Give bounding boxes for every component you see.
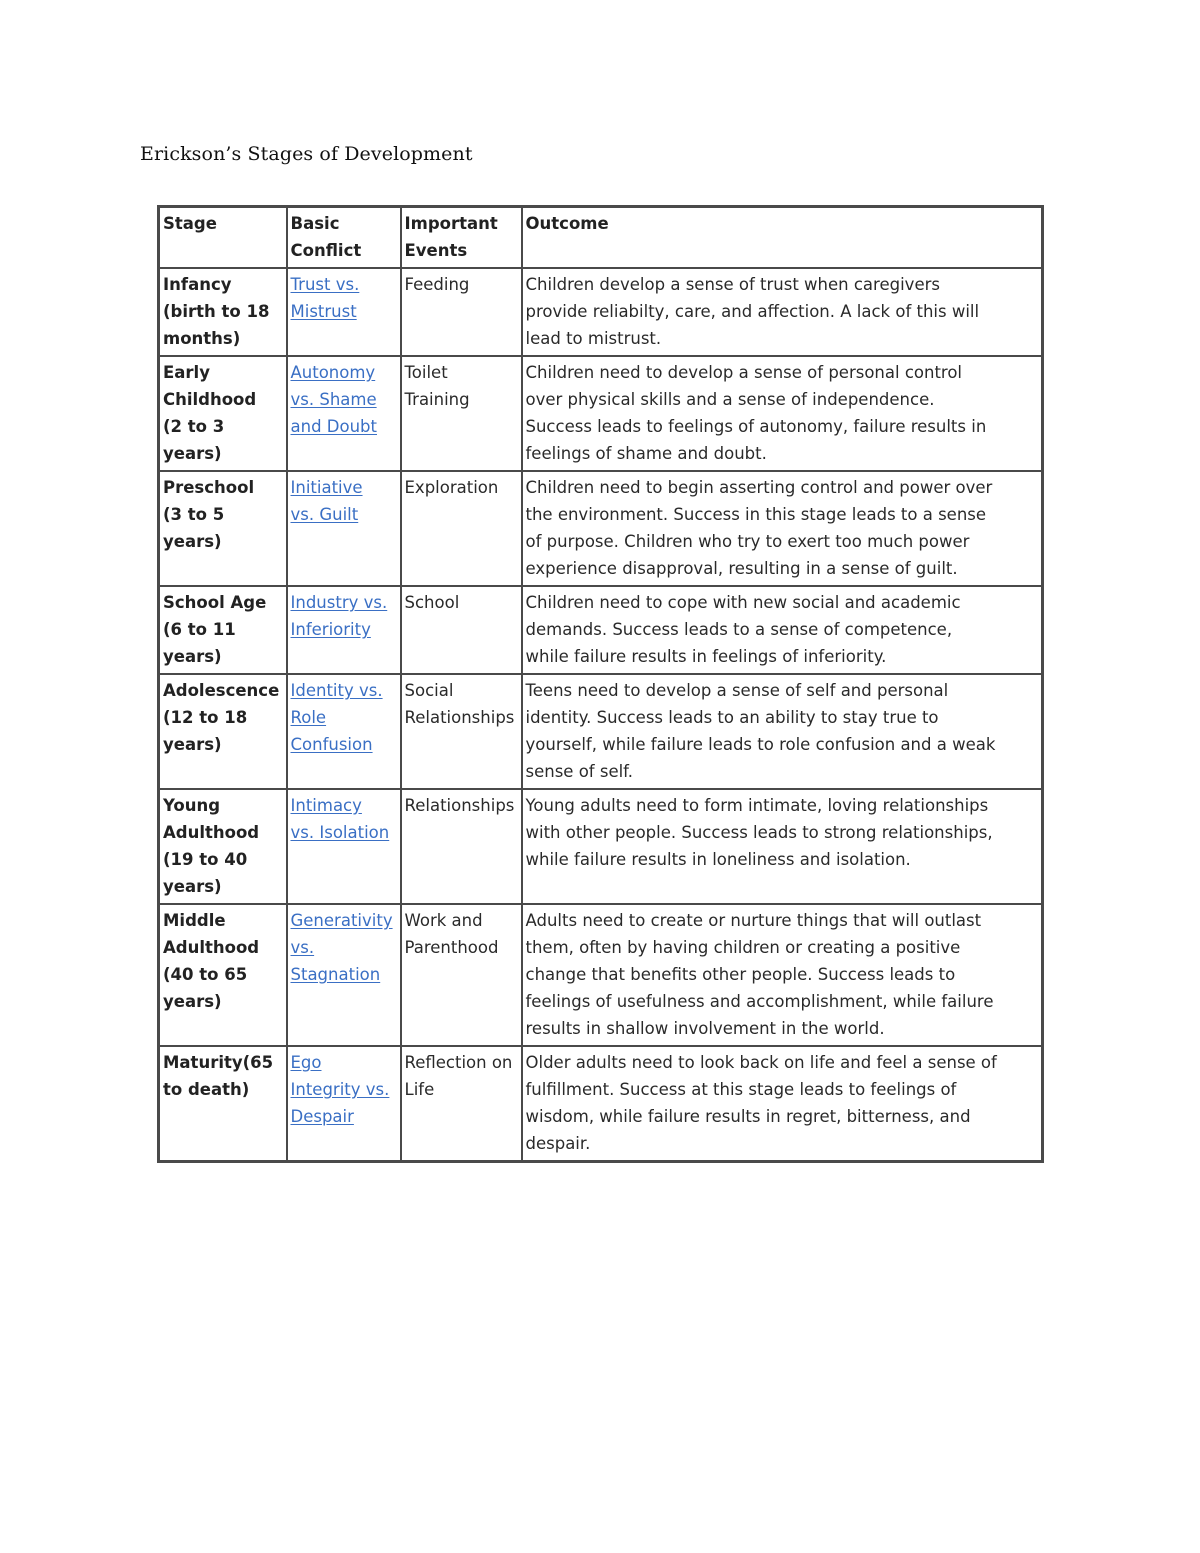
events-text: Reflection on	[404, 1053, 513, 1072]
outcome-text: yourself, while failure leads to role confusion and a weak	[525, 735, 996, 754]
conflict-link[interactable]: Despair	[290, 1107, 354, 1126]
outcome-text: of purpose. Children who try to exert too much power	[525, 532, 970, 551]
events-cell	[401, 471, 522, 586]
outcome-cell	[522, 356, 1043, 471]
outcome-text: identity. Success leads to an ability to stay true to	[525, 708, 939, 727]
conflict-link[interactable]: Trust vs.	[290, 275, 360, 294]
stage-cell	[159, 904, 287, 1046]
stage-text: Adulthood	[163, 938, 260, 957]
events-text: Life	[404, 1080, 435, 1099]
outcome-text: demands. Success leads to a sense of competence,	[525, 620, 953, 639]
events-text: Work and	[404, 911, 483, 930]
header-outcome: Outcome	[522, 207, 1043, 269]
conflict-cell	[287, 674, 401, 789]
stage-text: years)	[163, 532, 222, 551]
conflict-link[interactable]: Industry vs.	[290, 593, 388, 612]
outcome-text: provide reliabilty, care, and affection. A lack of this will	[525, 302, 980, 321]
outcome-text: Children need to begin asserting control and power over	[525, 478, 993, 497]
stage-cell	[159, 674, 287, 789]
events-cell	[401, 1046, 522, 1162]
outcome-text: while failure results in feelings of inferiority.	[525, 647, 887, 666]
stage-text: Infancy	[163, 275, 232, 294]
outcome-text: change that benefits other people. Success leads to	[525, 965, 956, 984]
stage-text: Young	[163, 796, 221, 815]
outcome-text: results in shallow involvement in the world.	[525, 1019, 885, 1038]
table-row	[159, 471, 1043, 586]
stage-text: months)	[163, 329, 241, 348]
conflict-link[interactable]: and Doubt	[290, 417, 377, 436]
outcome-cell	[522, 268, 1043, 356]
stage-cell	[159, 1046, 287, 1162]
outcome-cell	[522, 586, 1043, 674]
outcome-text: Older adults need to look back on life and feel a sense of	[525, 1053, 997, 1072]
events-text: Feeding	[404, 275, 470, 294]
outcome-text: Young adults need to form intimate, loving relationships	[525, 796, 989, 815]
table-row	[159, 674, 1043, 789]
stage-text: years)	[163, 877, 222, 896]
conflict-link[interactable]: Confusion	[290, 735, 373, 754]
table-row	[159, 356, 1043, 471]
header-important-events: Important Events	[401, 207, 522, 269]
stages-table	[157, 205, 1044, 1163]
outcome-cell	[522, 471, 1043, 586]
stage-text: (12 to 18	[163, 708, 248, 727]
conflict-cell	[287, 356, 401, 471]
conflict-link[interactable]: Stagnation	[290, 965, 381, 984]
outcome-cell	[522, 674, 1043, 789]
events-text: Relationships	[404, 708, 515, 727]
events-text: School	[404, 593, 460, 612]
stage-text: years)	[163, 735, 222, 754]
outcome-text: despair.	[525, 1134, 591, 1153]
stage-text: Childhood	[163, 390, 257, 409]
conflict-link[interactable]: Intimacy	[290, 796, 362, 815]
conflict-link[interactable]: Integrity vs.	[290, 1080, 390, 1099]
conflict-link[interactable]: Initiative	[290, 478, 363, 497]
stage-text: years)	[163, 647, 222, 666]
outcome-text: lead to mistrust.	[525, 329, 662, 348]
stage-text: Middle	[163, 911, 226, 930]
conflict-cell	[287, 789, 401, 904]
events-cell	[401, 789, 522, 904]
events-text: Toilet	[404, 363, 448, 382]
outcome-text: Children need to cope with new social and academic	[525, 593, 961, 612]
table-row	[159, 904, 1043, 1046]
header-basic-conflict: Basic Conflict	[287, 207, 401, 269]
conflict-cell	[287, 586, 401, 674]
conflict-link[interactable]: Generativity	[290, 911, 393, 930]
stage-text: School Age	[163, 593, 267, 612]
conflict-link[interactable]: Inferiority	[290, 620, 371, 639]
outcome-text: feelings of usefulness and accomplishment, while failure	[525, 992, 994, 1011]
conflict-cell	[287, 268, 401, 356]
stage-text: (birth to 18	[163, 302, 270, 321]
events-text: Relationships	[404, 796, 515, 815]
stage-text: years)	[163, 444, 222, 463]
conflict-link[interactable]: Autonomy	[290, 363, 376, 382]
outcome-text: sense of self.	[525, 762, 634, 781]
events-text: Training	[404, 390, 470, 409]
stage-cell	[159, 268, 287, 356]
outcome-text: Children develop a sense of trust when caregivers	[525, 275, 940, 294]
stage-text: Maturity(65	[163, 1053, 274, 1072]
stage-text: Adulthood	[163, 823, 260, 842]
stage-text: Early	[163, 363, 210, 382]
events-cell	[401, 356, 522, 471]
conflict-link[interactable]: vs. Guilt	[290, 505, 359, 524]
stage-cell	[159, 789, 287, 904]
outcome-text: Success leads to feelings of autonomy, failure results in	[525, 417, 987, 436]
outcome-text: the environment. Success in this stage leads to a sense	[525, 505, 987, 524]
conflict-link[interactable]: Ego	[290, 1053, 322, 1072]
outcome-text: Children need to develop a sense of personal control	[525, 363, 963, 382]
document-title: Erickson’s Stages of Development	[140, 143, 473, 165]
outcome-cell	[522, 789, 1043, 904]
stage-text: (19 to 40	[163, 850, 248, 869]
stage-cell	[159, 356, 287, 471]
conflict-link[interactable]: Identity vs.	[290, 681, 383, 700]
conflict-cell	[287, 471, 401, 586]
outcome-text: Teens need to develop a sense of self and personal	[525, 681, 949, 700]
outcome-text: Adults need to create or nurture things that will outlast	[525, 911, 982, 930]
header-stage: Stage	[159, 207, 287, 269]
events-text: Exploration	[404, 478, 499, 497]
events-text: Parenthood	[404, 938, 499, 957]
table-row	[159, 1046, 1043, 1162]
stage-text: to death)	[163, 1080, 250, 1099]
stage-cell	[159, 586, 287, 674]
conflict-cell	[287, 1046, 401, 1162]
conflict-link[interactable]: vs. Isolation	[290, 823, 390, 842]
events-cell	[401, 268, 522, 356]
table-row	[159, 789, 1043, 904]
conflict-link[interactable]: Role	[290, 708, 327, 727]
outcome-cell	[522, 1046, 1043, 1162]
events-cell	[401, 904, 522, 1046]
table-header	[159, 207, 1043, 269]
outcome-text: experience disapproval, resulting in a sense of guilt.	[525, 559, 958, 578]
outcome-text: with other people. Success leads to strong relationships,	[525, 823, 993, 842]
table-row	[159, 268, 1043, 356]
stage-text: (40 to 65	[163, 965, 248, 984]
stage-text: Preschool	[163, 478, 255, 497]
outcome-text: over physical skills and a sense of independence.	[525, 390, 935, 409]
outcome-text: feelings of shame and doubt.	[525, 444, 767, 463]
events-text: Social	[404, 681, 454, 700]
outcome-text: wisdom, while failure results in regret, bitterness, and	[525, 1107, 971, 1126]
conflict-link[interactable]: vs. Shame	[290, 390, 377, 409]
stage-text: Adolescence	[163, 681, 280, 700]
outcome-text: them, often by having children or creating a positive	[525, 938, 961, 957]
stage-text: (3 to 5	[163, 505, 225, 524]
events-cell	[401, 586, 522, 674]
outcome-text: while failure results in loneliness and isolation.	[525, 850, 911, 869]
header-row	[159, 207, 1043, 269]
outcome-text: fulfillment. Success at this stage leads to feelings of	[525, 1080, 957, 1099]
table-body	[159, 268, 1043, 1162]
table-row	[159, 586, 1043, 674]
conflict-link[interactable]: vs.	[290, 938, 315, 957]
outcome-cell	[522, 904, 1043, 1046]
conflict-link[interactable]: Mistrust	[290, 302, 357, 321]
stage-cell	[159, 471, 287, 586]
conflict-cell	[287, 904, 401, 1046]
events-cell	[401, 674, 522, 789]
stage-text: (6 to 11	[163, 620, 236, 639]
stage-text: years)	[163, 992, 222, 1011]
stage-text: (2 to 3	[163, 417, 225, 436]
